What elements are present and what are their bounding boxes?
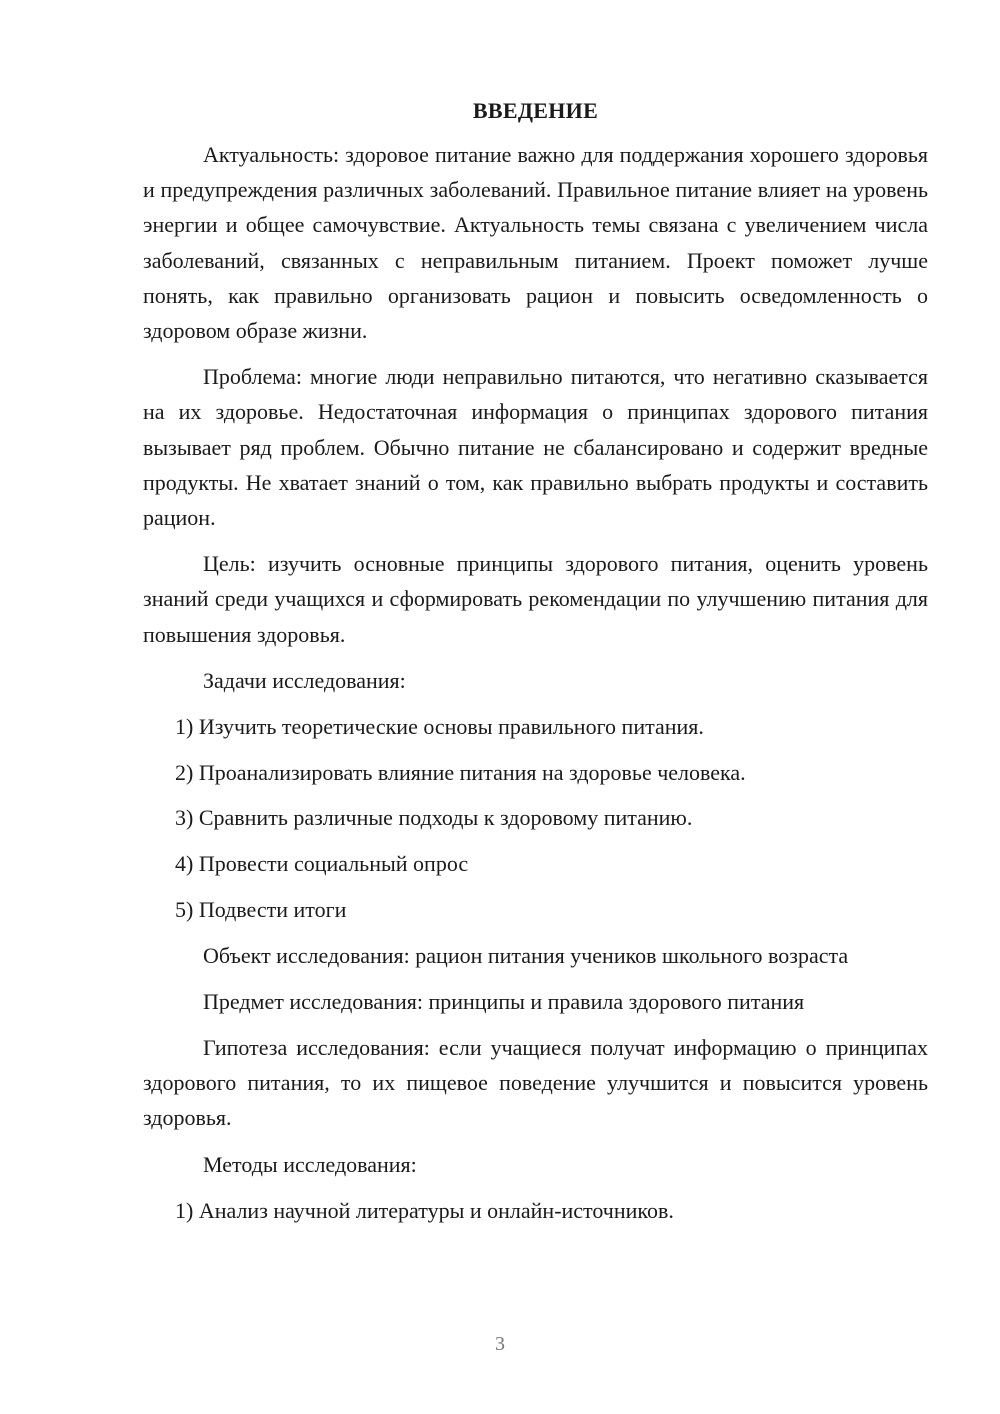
task-item: 4) Провести социальный опрос xyxy=(175,851,469,877)
tasks-heading: Задачи исследования: xyxy=(203,667,406,693)
task-item: 3) Сравнить различные подходы к здоровому питанию. xyxy=(175,805,693,831)
subject-paragraph: Предмет исследования: принципы и правила здорового питания xyxy=(203,988,805,1014)
method-item: 1) Анализ научной литературы и онлайн-источников. xyxy=(175,1197,674,1223)
task-item: 5) Подвести итоги xyxy=(175,896,347,922)
object-paragraph: Объект исследования: рацион питания учеников школьного возраста xyxy=(203,942,849,968)
hypothesis-paragraph: Гипотеза исследования: если учащиеся получат информацию о принципах здорового питания, то их пищевое поведение улучшится и повысится уровень здоровья. xyxy=(143,1034,928,1131)
page-title: ВВЕДЕНИЕ xyxy=(472,98,599,123)
page-number: 3 xyxy=(495,1333,505,1355)
task-item: 1) Изучить теоретические основы правильного питания. xyxy=(175,714,704,740)
document-page xyxy=(143,95,928,1238)
task-item: 2) Проанализировать влияние питания на здоровье человека. xyxy=(175,759,746,785)
methods-heading: Методы исследования: xyxy=(203,1151,417,1177)
problem-paragraph: Проблема: многие люди неправильно питаются, что негативно сказывается на их здоровье. Недостаточная информация о принципах здорового питания вызывает ряд проблем. Обычно питание не сбалансировано и содержит вредные продукты. Не хватает знаний о том, как правильно выбрать продукты и составить рацион. xyxy=(143,364,928,531)
goal-paragraph: Цель: изучить основные принципы здорового питания, оценить уровень знаний среди учащихся и сформировать рекомендации по улучшению питания для повышения здоровья. xyxy=(143,551,928,647)
relevance-paragraph: Актуальность: здоровое питание важно для поддержания хорошего здоровья и предупреждения различных заболеваний. Правильное питание влияет на уровень энергии и общее самочувствие. Актуальность темы связана с увеличением числа заболеваний, связанных с неправильным питанием. Проект поможет лучше понять, как правильно организовать рацион и повысить осведомленность о здоровом образе жизни. xyxy=(143,142,928,344)
